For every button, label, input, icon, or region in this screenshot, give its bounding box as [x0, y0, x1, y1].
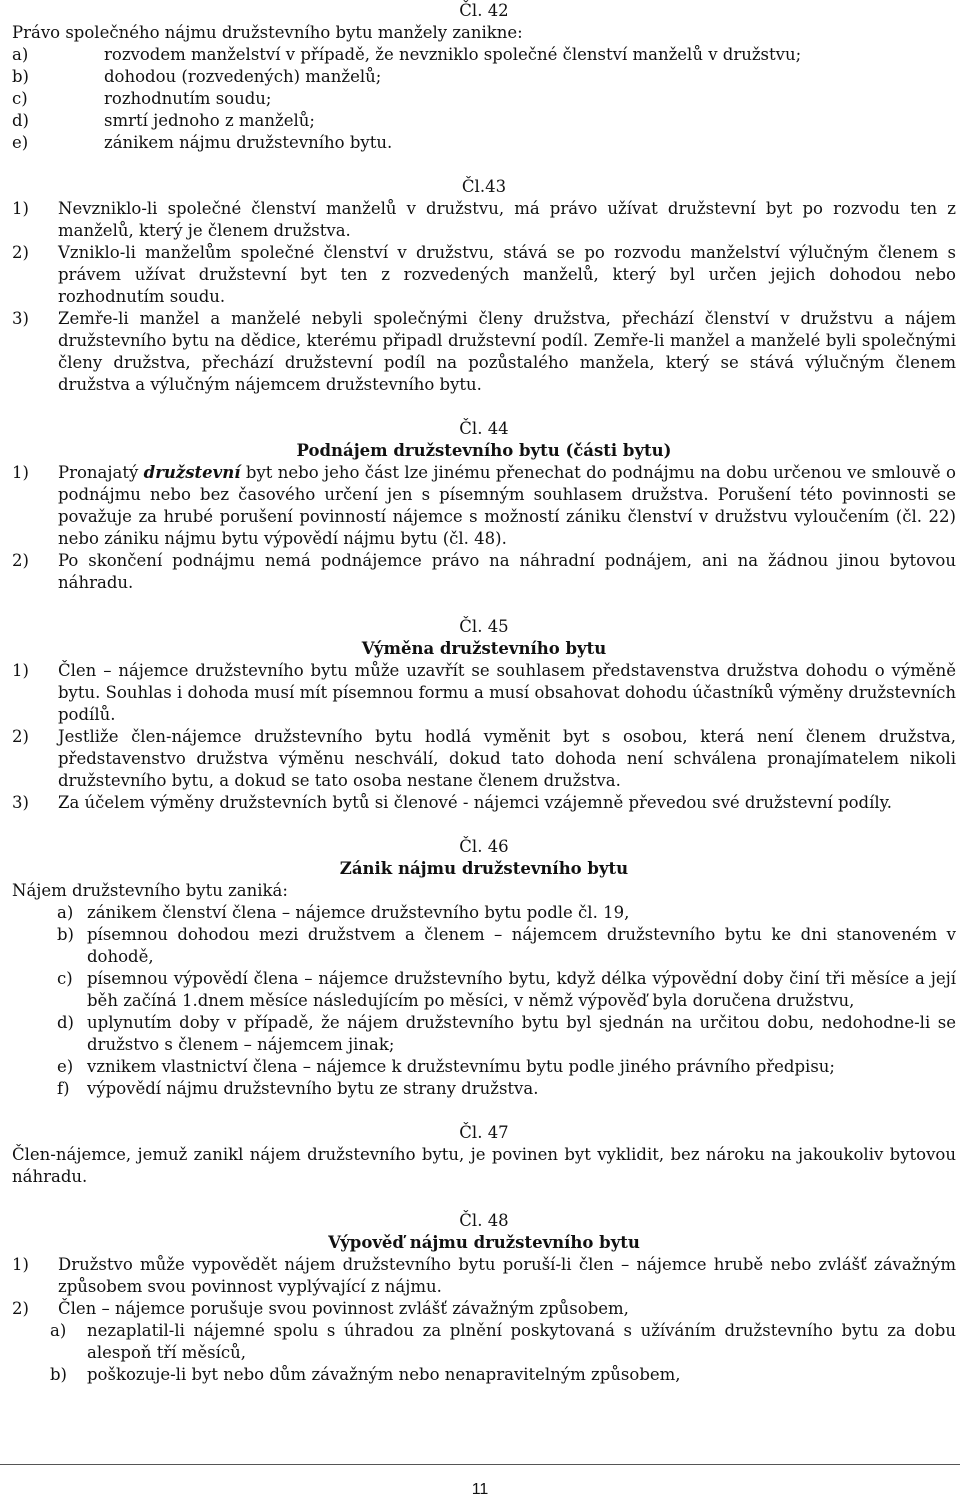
- article-45-title: Výměna družstevního bytu: [361, 639, 607, 658]
- list-item: [12, 1364, 956, 1386]
- item-text: Člen – nájemce družstevního bytu může uzavřít se souhlasem představenstva družstva dohodu o výměně bytu. Souhlas i dohoda musí mít písemnou formu a musí obsahovat dohodu účastníků výměny družstevních podílů.: [58, 661, 956, 724]
- item-text: uplynutím doby v případě, že nájem družstevního bytu byl sjednán na určitou dobu, nedohodne-li se družstvo s členem – nájemcem jinak;: [87, 1013, 956, 1054]
- list-item: [12, 1320, 956, 1364]
- item-text-emphasis: družstevní: [143, 463, 241, 482]
- list-item: [12, 462, 956, 550]
- item-text: výpovědí nájmu družstevního bytu ze strany družstva.: [87, 1079, 539, 1098]
- item-label: a): [57, 903, 74, 922]
- list-item: [12, 1254, 956, 1298]
- article-42-intro: Právo společného nájmu družstevního bytu manžely zanikne:: [12, 23, 523, 42]
- item-text: Vzniklo-li manželům společné členství v družstvu, stává se po rozvodu manželství výlučným členem s právem užívat družstevní byt ten z rozvedených manželů, který byl určen jejich dohodou nebo rozhodnutím soudu.: [58, 243, 956, 306]
- item-label: b): [57, 925, 74, 944]
- item-label: e): [57, 1057, 74, 1076]
- list-item: [12, 198, 956, 242]
- page-number: 11: [471, 1481, 489, 1498]
- item-label: d): [57, 1013, 74, 1032]
- article-43-number: Čl.43: [461, 177, 507, 196]
- item-text: Družstvo může vypovědět nájem družstevního bytu poruší-li člen – nájemce hrubě nebo zvlášť závažným způsobem svou povinnost vyplývající z nájmu.: [58, 1255, 956, 1296]
- item-label: 2): [12, 551, 29, 570]
- list-item: [12, 66, 956, 88]
- item-text: písemnou dohodou mezi družstvem a členem – nájemcem družstevního bytu ke dni stanoveném v dohodě,: [87, 925, 956, 966]
- article-47-number: Čl. 47: [459, 1123, 509, 1142]
- list-item: [12, 726, 956, 792]
- document-page: [12, 0, 956, 1386]
- item-label: 2): [12, 243, 29, 262]
- spacer: [12, 1188, 956, 1210]
- item-text: písemnou výpovědí člena – nájemce družstevního bytu, když délka výpovědní doby činí tři měsíce a její běh začíná 1.dnem měsíce následujícím po měsíci, v němž výpověď byla doručena družstvu,: [87, 969, 956, 1010]
- item-label: b): [50, 1365, 67, 1384]
- list-item: [12, 308, 956, 396]
- item-label: b): [12, 67, 29, 86]
- item-label: d): [12, 111, 29, 130]
- item-text: Zemře-li manžel a manželé nebyli společnými členy družstva, přechází členství v družstvu a nájem družstevního bytu na dědice, kterému připadl družstevní podíl. Zemře-li manžel a manželé byli společnými členy družstva, přechází družstevní podíl na pozůstalého manžela, který se stává výlučným členem družstva a výlučným nájemcem družstevního bytu.: [58, 309, 956, 394]
- list-item: [12, 88, 956, 110]
- item-text: dohodou (rozvedených) manželů;: [104, 67, 382, 86]
- item-text: zánikem členství člena – nájemce družstevního bytu podle čl. 19,: [87, 903, 630, 922]
- article-42-number: Čl. 42: [459, 1, 509, 20]
- item-label: 1): [12, 1255, 29, 1274]
- item-label: 1): [12, 661, 29, 680]
- item-label: 2): [12, 727, 29, 746]
- item-label: f): [57, 1079, 70, 1098]
- item-text: Jestliže člen-nájemce družstevního bytu hodlá vyměnit byt s osobou, která není členem družstva, představenstvo družstva výměnu neschválí, dokud tato dohoda není schválena pronajímatelem nikoli družstevního bytu, a dokud se tato osoba nestane členem družstva.: [58, 727, 956, 790]
- article-47-text: Člen-nájemce, jemuž zanikl nájem družstevního bytu, je povinen byt vyklidit, bez nároku na jakoukoliv bytovou náhradu.: [12, 1145, 956, 1186]
- item-text: smrtí jednoho z manželů;: [104, 111, 315, 130]
- item-label: c): [12, 89, 28, 108]
- list-item: [12, 550, 956, 594]
- item-label: a): [12, 45, 29, 64]
- list-item: [12, 242, 956, 308]
- list-item: [12, 132, 956, 154]
- item-text: Za účelem výměny družstevních bytů si členové - nájemci vzájemně převedou své družstevní podíly.: [58, 793, 893, 812]
- spacer: [12, 154, 956, 176]
- item-text: Nevzniklo-li společné členství manželů v družstvu, má právo užívat družstevní byt po rozvodu ten z manželů, který je členem družstva.: [58, 199, 956, 240]
- item-text: Člen – nájemce porušuje svou povinnost zvlášť závažným způsobem,: [58, 1299, 629, 1318]
- item-label: 3): [12, 793, 29, 812]
- article-48-title: Výpověď nájmu družstevního bytu: [328, 1233, 640, 1252]
- list-item: [12, 792, 956, 814]
- list-item: [12, 660, 956, 726]
- item-text: rozvodem manželství v případě, že nevzniklo společné členství manželů v družstvu;: [104, 45, 802, 64]
- spacer: [12, 1100, 956, 1122]
- article-46-title: Zánik nájmu družstevního bytu: [339, 859, 629, 878]
- item-label: 2): [12, 1299, 29, 1318]
- list-item: [12, 1298, 956, 1320]
- spacer: [12, 594, 956, 616]
- item-label: a): [50, 1321, 67, 1340]
- item-text: poškozuje-li byt nebo dům závažným nebo nenapravitelným způsobem,: [87, 1365, 681, 1384]
- list-item: [12, 110, 956, 132]
- item-text-end: byt nebo jeho část lze jinému přenechat do podnájmu na dobu určenou ve smlouvě o podnájmu nebo bez časového určení jen s písemným souhlasem družstva. Porušení této povinnosti se považuje za hrubé porušení povinností nájemce s možností zániku členství v družstvu vyloučením (čl. 22) nebo zániku nájmu bytu výpovědí nájmu bytu (čl. 48).: [58, 463, 956, 548]
- list-item: [12, 44, 956, 66]
- list-item: [12, 924, 956, 968]
- article-45-number: Čl. 45: [459, 617, 509, 636]
- list-item: [12, 902, 956, 924]
- item-label: c): [57, 969, 73, 988]
- footer-divider: [0, 1464, 960, 1465]
- article-48-number: Čl. 48: [459, 1211, 509, 1230]
- item-label: e): [12, 133, 29, 152]
- article-44-title: Podnájem družstevního bytu (části bytu): [296, 441, 672, 460]
- item-text: rozhodnutím soudu;: [104, 89, 272, 108]
- list-item: [12, 1078, 956, 1100]
- article-46-intro: Nájem družstevního bytu zaniká:: [12, 881, 288, 900]
- item-text: vznikem vlastnictví člena – nájemce k družstevnímu bytu podle jiného právního předpisu;: [87, 1057, 835, 1076]
- list-item: [12, 1012, 956, 1056]
- item-label: 1): [12, 463, 29, 482]
- list-item: [12, 968, 956, 1012]
- article-44-number: Čl. 44: [459, 419, 509, 438]
- item-text-start: Pronajatý: [58, 463, 144, 482]
- item-label: 3): [12, 309, 29, 328]
- list-item: [12, 1056, 956, 1078]
- item-text: nezaplatil-li nájemné spolu s úhradou za plnění poskytovaná s užíváním družstevního bytu za dobu alespoň tří měsíců,: [87, 1321, 956, 1362]
- item-text: Po skončení podnájmu nemá podnájemce právo na náhradní podnájem, ani na žádnou jinou bytovou náhradu.: [58, 551, 956, 592]
- spacer: [12, 814, 956, 836]
- spacer: [12, 396, 956, 418]
- item-text: zánikem nájmu družstevního bytu.: [104, 133, 393, 152]
- item-label: 1): [12, 199, 29, 218]
- article-46-number: Čl. 46: [459, 837, 509, 856]
